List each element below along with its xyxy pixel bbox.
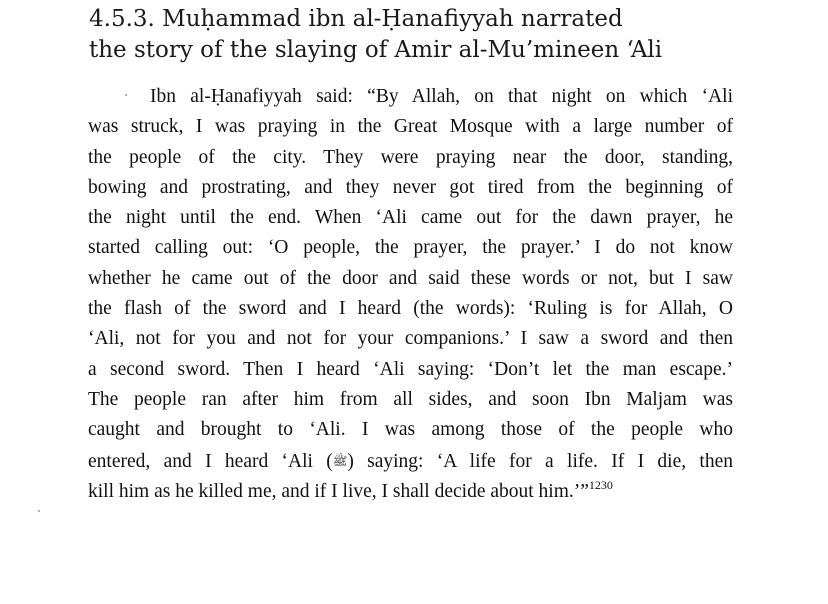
- paragraph-line: [88, 446, 733, 477]
- paragraph-line: whether he came out of the door and said these words or not, but I saw: [88, 267, 733, 289]
- paragraph-line: the flash of the sword and I heard (the words): ‘Ruling is for Allah, O: [88, 298, 733, 320]
- section-heading: [89, 4, 789, 66]
- paragraph-line: Ibn al-Ḥanafiyyah said: “By Allah, on that night on which ‘Ali: [150, 86, 733, 107]
- paragraph-line: The people ran after him from all sides, and soon Ibn Maljam was: [88, 388, 733, 410]
- scan-speck: [38, 510, 40, 512]
- paragraph-line: started calling out: ‘O people, the prayer, the prayer.’ I do not know: [88, 237, 733, 259]
- honorific-symbol: ﷺ: [332, 453, 348, 468]
- narration-paragraph: [88, 82, 733, 507]
- paragraph-line: ‘Ali, not for you and not for your companions.’ I saw a sword and then: [88, 328, 733, 350]
- scan-speck: [125, 94, 127, 96]
- section-heading-line-2: the story of the slaying of Amir al-Mu’mineen ‘Ali: [89, 37, 663, 63]
- footnote-reference[interactable]: 1230: [588, 477, 613, 492]
- closing-line-text: kill him as he killed me, and if I live, I shall decide about him.’”: [88, 480, 589, 502]
- paragraph-line: the people of the city. They were praying near the door, standing,: [88, 146, 733, 168]
- section-heading-line-1: 4.5.3. Muḥammad ibn al-Ḥanafiyyah narrated: [89, 6, 623, 32]
- paragraph-line: [88, 477, 733, 507]
- line-text-after-honorific: ) saying: ‘A life for a life. If I die, then: [347, 450, 734, 472]
- paragraph-line: caught and brought to ‘Ali. I was among those of the people who: [88, 419, 733, 441]
- paragraph-line: the night until the end. When ‘Ali came out for the dawn prayer, he: [88, 207, 733, 229]
- line-text-before-honorific: entered, and I heard ‘Ali (: [88, 450, 333, 472]
- paragraph-line: was struck, I was praying in the Great Mosque with a large number of: [88, 116, 733, 138]
- paragraph-line: a second sword. Then I heard ‘Ali saying: ‘Don’t let the man escape.’: [88, 358, 733, 380]
- paragraph-line: bowing and prostrating, and they never got tired from the beginning of: [88, 176, 733, 198]
